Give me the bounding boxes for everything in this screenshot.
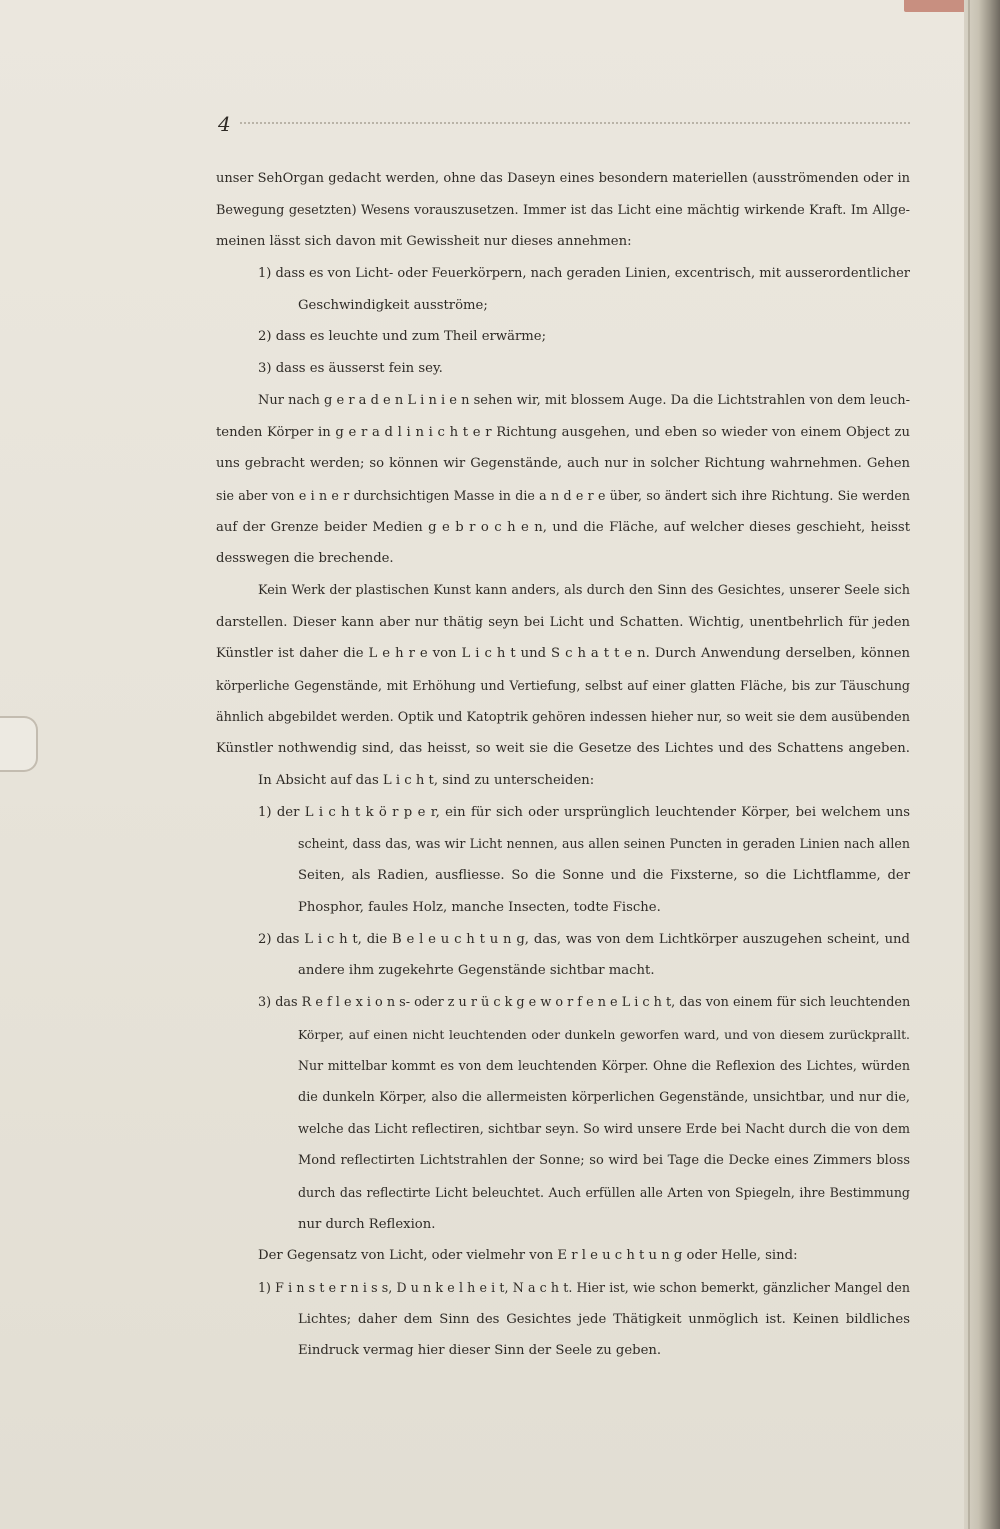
page-fold-line [968,0,970,1529]
text-line: körperliche Gegenstände, mit Erhöhung und Vertiefung, selbst auf einer glatten Fläche, bis zur Täuschung [216,678,910,693]
text-line: ähnlich abgebildet werden. Optik und Katoptrik gehören indessen hieher nur, so weit sie dem ausübenden [216,709,910,725]
text-line: uns gebracht werden; so können wir Gegenstände, auch nur in solcher Richtung wahrnehmen. Gehen [216,456,910,472]
text-line: 2) dass es leuchte und zum Theil erwärme; [258,329,547,345]
text-line: Seiten, als Radien, ausfliesse. So die Sonne und die Fixsterne, so die Lichtflamme, der [298,868,910,884]
text-line: darstellen. Dieser kann aber nur thätig seyn bei Licht und Schatten. Wichtig, unentbehrlich für jeden [216,614,910,630]
text-line: Phosphor, faules Holz, manche Insecten, todte Fische. [298,899,661,915]
text-line: meinen lässt sich davon mit Gewissheit nur dieses annehmen: [216,234,632,250]
text-line: andere ihm zugekehrte Gegenstände sichtbar macht. [298,963,655,979]
text-line: 1) dass es von Licht- oder Feuerkörpern, nach geraden Linien, excentrisch, mit ausserordentlicher [258,266,911,282]
text-line: Der Gegensatz von Licht, oder vielmehr von E r l e u c h t u n g oder Helle, sind: [258,1248,798,1264]
text-line: desswegen die brechende. [216,551,394,567]
text-line: In Absicht auf das L i c h t, sind zu unterscheiden: [258,773,595,789]
text-line: 3) dass es äusserst fein sey. [258,361,443,377]
text-line: Bewegung gesetzten) Wesens vorauszusetzen. Immer ist das Licht eine mächtig wirkende Kraft. Im Allge- [216,202,910,218]
text-line: Kein Werk der plastischen Kunst kann anders, als durch den Sinn des Gesichtes, unserer Seele sich [258,582,910,598]
page-clip [0,716,38,772]
text-line: unser SehOrgan gedacht werden, ohne das Daseyn eines besondern materiellen (ausströmenden oder in [216,171,910,186]
text-line: scheint, dass das, was wir Licht nennen, aus allen seinen Puncten in geraden Linien nach allen [298,836,910,852]
text-line: Lichtes; daher dem Sinn des Gesichtes jede Thätigkeit unmöglich ist. Keinen bildliches [298,1311,910,1327]
text-line: sie aber von e i n e r durchsichtigen Masse in die a n d e r e über, so ändert sich ihre Richtung. Sie werden [216,487,910,503]
text-line: 1) der L i c h t k ö r p e r, ein für sich oder ursprünglich leuchtender Körper, bei welchem uns [258,804,910,820]
text-line: tenden Körper in g e r a d l i n i c h t e r Richtung ausgehen, und eben so wieder von einem Object zu [216,424,910,440]
text-line: 2) das L i c h t, die B e l e u c h t u n g, das, was von dem Lichtkörper auszugehen scheint, und [258,931,910,947]
text-line: welche das Licht reflectiren, sichtbar seyn. So wird unsere Erde bei Nacht durch die von dem [298,1121,910,1137]
text-line: Künstler ist daher die L e h r e von L i c h t und S c h a t t e n. Durch Anwendung derselben, können [216,646,910,662]
text-line: die dunkeln Körper, also die allermeisten körperlichen Gegenstände, unsichtbar, und nur die, [298,1089,910,1105]
text-line: Nur nach g e r a d e n L i n i e n sehen wir, mit blossem Auge. Da die Lichtstrahlen von dem leuch- [258,392,910,408]
text-line: durch das reflectirte Licht beleuchtet. Auch erfüllen alle Arten von Spiegeln, ihre Bestimmung [298,1185,910,1200]
text-line: 1) F i n s t e r n i s s, D u n k e l h e i t, N a c h t. Hier ist, wie schon bemerkt, gänzlicher Mangel den [258,1280,910,1296]
body-text [216,163,910,1367]
text-line: Geschwindigkeit ausströme; [298,297,488,313]
text-line: auf der Grenze beider Medien g e b r o c h e n, und die Fläche, auf welcher dieses geschieht, heisst [216,519,910,535]
page-number: 4 [218,112,231,136]
text-line: Nur mittelbar kommt es von dem leuchtenden Körper. Ohne die Reflexion des Lichtes, würden [298,1058,910,1074]
header-rule [240,122,910,124]
text-line: 3) das R e f l e x i o n s- oder z u r ü c k g e w o r f e n e L i c h t, das von einem für sich leuchtenden [258,994,911,1010]
text-line: Eindruck vermag hier dieser Sinn der Seele zu geben. [298,1343,662,1359]
text-line: Körper, auf einen nicht leuchtenden oder dunkeln geworfen ward, und von diesem zurückprallt. [298,1026,910,1042]
text-line: Künstler nothwendig sind, das heisst, so weit sie die Gesetze des Lichtes und des Schattens angeben. [216,741,910,757]
text-line: Mond reflectirten Lichtstrahlen der Sonne; so wird bei Tage die Decke eines Zimmers bloss [298,1153,910,1169]
text-line: nur durch Reflexion. [298,1216,436,1232]
